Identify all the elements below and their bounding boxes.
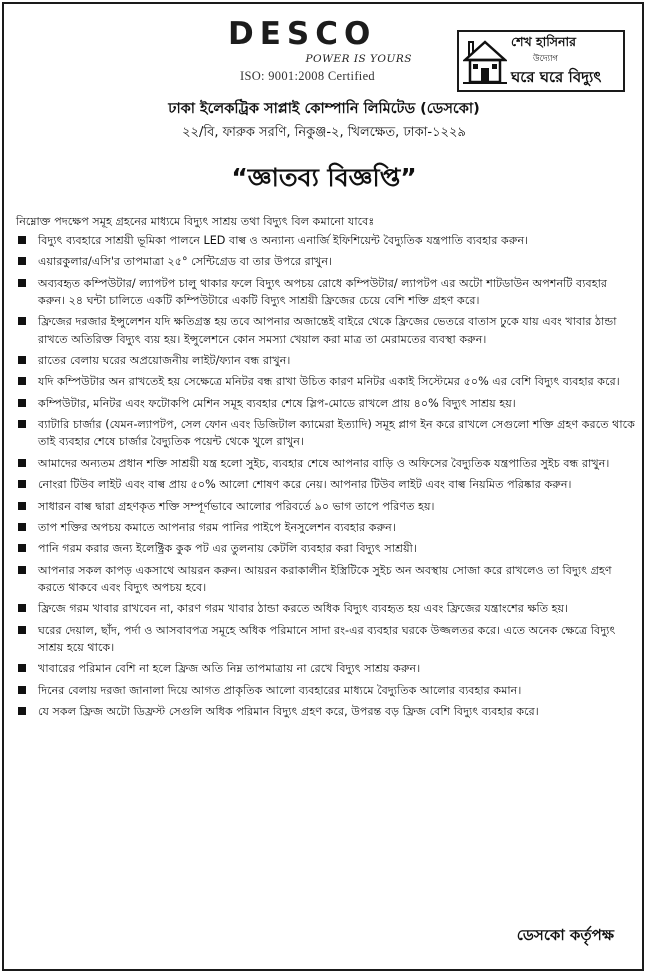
list-item bbox=[16, 455, 636, 472]
badge-slogan: ঘরে ঘরে বিদ্যুৎ bbox=[511, 68, 602, 86]
list-item bbox=[16, 253, 636, 270]
item-text: যদি কম্পিউটার অন রাখতেই হয় সেক্ষেত্রে মনিটর বন্ধ রাখা উচিত কারণ মনিটর একাই সিস্টেমের ৫০% এর বেশি বিদ্যুৎ ব্যবহার করে। bbox=[38, 375, 620, 389]
logo-tagline: POWER IS YOURS bbox=[305, 53, 412, 65]
square-bullet-icon bbox=[18, 480, 26, 488]
square-bullet-icon bbox=[18, 544, 26, 552]
item-text: রাতের বেলায় ঘরের অপ্রয়োজনীয় লাইট/ফ্যান বন্ধ রাখুন। bbox=[38, 353, 291, 367]
list-item bbox=[16, 540, 636, 557]
square-bullet-icon bbox=[18, 356, 26, 364]
company-name: ঢাকা ইলেকট্রিক সাপ্লাই কোম্পানি লিমিটেড (ডেসকো) bbox=[168, 101, 480, 117]
badge-heading: শেখ হাসিনার bbox=[511, 34, 577, 49]
badge-subheading: উদ্যোগ bbox=[533, 54, 559, 64]
intro-text: নিম্নোক্ত পদক্ষেপ সমূহ গ্রহনের মাধ্যমে বিদ্যুৎ সাশ্রয় তথা বিদ্যুৎ বিল কমানো যাবেঃ bbox=[16, 215, 375, 228]
square-bullet-icon bbox=[18, 377, 26, 385]
item-text: ফ্রিজে গরম খাবার রাখবেন না, কারণ গরম খাবার ঠান্ডা করতে অধিক বিদ্যুৎ ব্যবহৃত হয় এবং ফ্রিজের যন্ত্রাংশের ক্ষতি হয়। bbox=[38, 602, 569, 616]
list-item bbox=[16, 373, 636, 390]
square-bullet-icon bbox=[18, 502, 26, 510]
item-text: অব্যবহৃত কম্পিউটার/ ল্যাপটপ চালু থাকার ফলে বিদ্যুৎ অপচয় রোধে কম্পিউটার/ ল্যাপটপ এর অটো শাটডাউন অপশনটি ব্যবহার করুন। ২৪ ঘন্টা চালিতে একটি কম্পিউটারে একটি বিদ্যুৎ সাশ্রয়ী ফ্রিজের চেয়ে বেশি শক্তি গ্রহণ করে। bbox=[38, 276, 607, 307]
square-bullet-icon bbox=[18, 257, 26, 265]
list-item bbox=[16, 395, 636, 412]
list-item bbox=[16, 313, 636, 347]
tips-list bbox=[16, 232, 636, 724]
item-text: ঘরের দেয়াল, ছাঁদ, পর্দা ও আসবাবপত্র সমূহে অধিক পরিমানে সাদা রং-এর ব্যবহার ঘরকে উজ্জলতর করে। এতে অনেক ক্ষেত্রে বিদ্যুৎ সাশ্রয় হয়ে থাকে। bbox=[38, 623, 616, 654]
list-item bbox=[16, 703, 636, 720]
item-text: পানি গরম করার জন্য ইলেক্ট্রিক কুক পট এর তুলনায় কেটলি ব্যবহার করা বিদ্যুৎ সাশ্রয়ী। bbox=[38, 542, 417, 556]
item-text: এয়ারকুলার/এসি'র তাপমাত্রা ২৫° সেন্টিগ্রেড বা তার উপরে রাখুন। bbox=[38, 255, 333, 269]
iso-certification: ISO: 9001:2008 Certified bbox=[240, 69, 375, 83]
list-item bbox=[16, 600, 636, 617]
list-item bbox=[16, 476, 636, 493]
logo-wordmark: DESCO bbox=[228, 16, 377, 52]
square-bullet-icon bbox=[18, 604, 26, 612]
square-bullet-icon bbox=[18, 686, 26, 694]
list-item bbox=[16, 660, 636, 677]
item-text: যে সকল ফ্রিজ অটো ডিফ্রস্ট সেগুলি অধিক পরিমান বিদ্যুৎ গ্রহণ করে, উপরন্ত বড় ফ্রিজ বেশি বিদ্যুৎ ব্যবহার করে। bbox=[38, 705, 539, 719]
item-text: বিদ্যুৎ ব্যবহারে সাশ্রয়ী ভূমিকা পালনে LED বাল্ব ও অন্যান্য এনার্জি ইফিশিয়েন্ট বৈদ্যুতিক যন্ত্রপাতি ব্যবহার করুন। bbox=[38, 234, 529, 247]
list-item bbox=[16, 232, 636, 249]
item-text: দিনের বেলায় দরজা জানালা দিয়ে আগত প্রাকৃতিক আলো ব্যবহারের মাধ্যমে বৈদ্যুতিক আলোর ব্যবহার কমান। bbox=[38, 683, 522, 697]
item-text: খাবারের পরিমান বেশি না হলে ফ্রিজ অতি নিম্ন তাপমাত্রায় না রেখে বিদ্যুৎ সাশ্রয় করুন। bbox=[38, 662, 421, 676]
item-text: তাপ শক্তির অপচয় কমাতে আপনার গরম পানির পাইপে ইনসুলেশন ব্যবহার করুন। bbox=[38, 520, 396, 534]
item-text: ব্যাটারি চার্জার (যেমন-ল্যাপটপ, সেল ফোন এবং ডিজিটাল ক্যামেরা ইত্যাদি) সমূহ প্লাগ ইন করে রাখলে সেগুলো শক্তি গ্রহণ করতে থাকে তাই ব্যবহার শেষে চার্জার বৈদ্যুতিক পয়েন্ট থেকে খুলে রাখুন। bbox=[38, 418, 635, 449]
square-bullet-icon bbox=[18, 523, 26, 531]
desco-logo bbox=[228, 16, 418, 86]
item-text: আপনার সকল কাপড় একসাথে আয়রন করুন। আয়রন করাকালীন ইস্ত্রিটিকে সুইচ অন অবস্থায় সোজা করে রাখলেও তা বিদ্যুৎ গ্রহণ করতে থাকবে এবং বিদ্যুৎ অপচয় হবে। bbox=[38, 563, 612, 594]
item-text: কম্পিউটার, মনিটর এবং ফটোকপি মেশিন সমূহ ব্যবহার শেষে স্লিপ-মোডে রাখলে প্রায় ৪০% বিদ্যুৎ সাশ্রয় হয়। bbox=[38, 396, 516, 410]
square-bullet-icon bbox=[18, 707, 26, 715]
list-item bbox=[16, 682, 636, 699]
square-bullet-icon bbox=[18, 459, 26, 467]
item-text: ফ্রিজের দরজার ইন্সুলেশন যদি ক্ষতিগ্রস্ত হয় তবে আপনার অজান্তেই বাইরে থেকে ফ্রিজের ভেতরে বাতাস ঢুকে যায় এবং খাবার ঠান্ডা রাখতে অতিরিক্ত বিদ্যুৎ ব্যয় হয়। ইন্সুলেশনে কোন সমস্যা খেয়াল করা মাত্র তা মেরামতের ব্যবস্থা করুন। bbox=[38, 315, 617, 346]
campaign-badge bbox=[457, 30, 625, 92]
square-bullet-icon bbox=[18, 664, 26, 672]
list-item bbox=[16, 352, 636, 369]
signature: ডেসকো কর্তৃপক্ষ bbox=[516, 926, 614, 944]
square-bullet-icon bbox=[18, 279, 26, 287]
square-bullet-icon bbox=[18, 626, 26, 634]
list-item bbox=[16, 622, 636, 656]
company-address: ২২/বি, ফারুক সরণি, নিকুঞ্জ-২, খিলক্ষেত, ঢাকা-১২২৯ bbox=[182, 125, 466, 140]
square-bullet-icon bbox=[18, 236, 26, 244]
item-text: সাধারন বাল্ব দ্বারা গ্রহণকৃত শক্তি সম্পূর্ণভাবে আলোর পরিবর্তে ৯০ ভাগ তাপে পরিণত হয়। bbox=[38, 499, 435, 513]
square-bullet-icon bbox=[18, 420, 26, 428]
header bbox=[0, 14, 648, 84]
square-bullet-icon bbox=[18, 566, 26, 574]
square-bullet-icon bbox=[18, 399, 26, 407]
square-bullet-icon bbox=[18, 317, 26, 325]
list-item bbox=[16, 562, 636, 596]
list-item bbox=[16, 275, 636, 309]
list-item bbox=[16, 416, 636, 450]
item-text: নোংরা টিউব লাইট এবং বাল্ব প্রায় ৫০% আলো শোষণ করে নেয়। আপনার টিউব লাইট এবং বাল্ব নিয়মিত পরিষ্কার করুন। bbox=[38, 478, 572, 492]
list-item bbox=[16, 519, 636, 536]
list-item bbox=[16, 498, 636, 515]
item-text: আমাদের অন্যতম প্রধান শক্তি সাশ্রয়ী যন্ত্র হলো সুইচ, ব্যবহার শেষে আপনার বাড়ি ও অফিসের বৈদ্যুতিক যন্ত্রপাতির সুইচ বন্ধ রাখুন। bbox=[38, 456, 610, 470]
house-icon bbox=[463, 38, 507, 86]
notice-title: “জ্ঞাতব্য বিজ্ঞপ্তি” bbox=[231, 163, 417, 192]
